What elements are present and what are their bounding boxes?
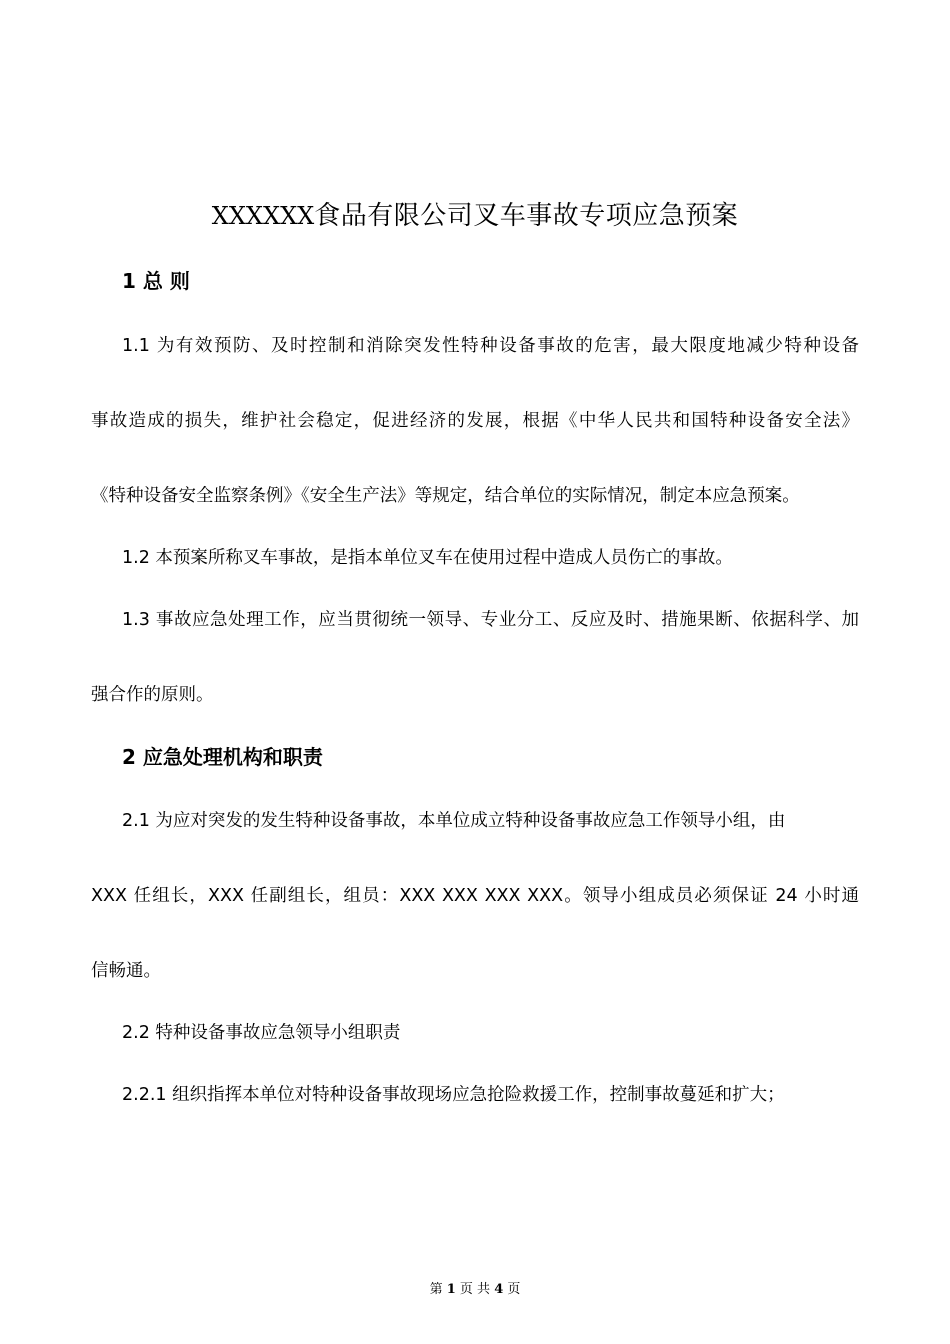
paragraph-1-1-line-3: 《特种设备安全监察条例》《安全生产法》等规定，结合单位的实际情况，制定本应急预案。 <box>91 486 800 506</box>
footer-total-pages: 4 <box>494 1282 504 1297</box>
paragraph-2-2-1: 2.2.1 组织指挥本单位对特种设备事故现场应急抢险救援工作，控制事故蔓延和扩大； <box>122 1085 785 1105</box>
section-1-heading: 1 总 则 <box>122 269 190 293</box>
footer-suffix: 页 <box>507 1282 521 1297</box>
footer-page-number: 1 <box>446 1282 456 1297</box>
title-main-text: 食品有限公司叉车事故专项应急预案 <box>314 201 739 231</box>
paragraph-2-1-line-1: 2.1 为应对突发的发生特种设备事故，本单位成立特种设备事故应急工作领导小组，由 <box>122 811 786 831</box>
footer-middle: 页 共 <box>459 1282 491 1297</box>
paragraph-1-2: 1.2 本预案所称叉车事故，是指本单位叉车在使用过程中造成人员伤亡的事故。 <box>122 548 733 568</box>
paragraph-2-2: 2.2 特种设备事故应急领导小组职责 <box>122 1023 401 1043</box>
title-company-placeholder: XXXXXX <box>211 202 315 230</box>
paragraph-1-1-line-1: 1.1 为有效预防、及时控制和消除突发性特种设备事故的危害，最大限度地减少特种设备 <box>122 336 859 356</box>
section-2-heading: 2 应急处理机构和职责 <box>122 745 323 769</box>
page-footer <box>0 1280 950 1300</box>
paragraph-2-1-line-3: 信畅通。 <box>91 961 161 981</box>
document-title <box>0 196 950 236</box>
paragraph-1-3-line-1: 1.3 事故应急处理工作，应当贯彻统一领导、专业分工、反应及时、措施果断、依据科学、加 <box>122 610 859 630</box>
paragraph-2-1-line-2: XXX 任组长，XXX 任副组长，组员：XXX XXX XXX XXX。领导小组成员必须保证 24 小时通 <box>91 886 859 906</box>
paragraph-1-1-line-2: 事故造成的损失，维护社会稳定，促进经济的发展，根据《中华人民共和国特种设备安全法》 <box>91 411 859 431</box>
paragraph-1-3-line-2: 强合作的原则。 <box>91 685 214 705</box>
footer-prefix: 第 <box>429 1282 443 1297</box>
